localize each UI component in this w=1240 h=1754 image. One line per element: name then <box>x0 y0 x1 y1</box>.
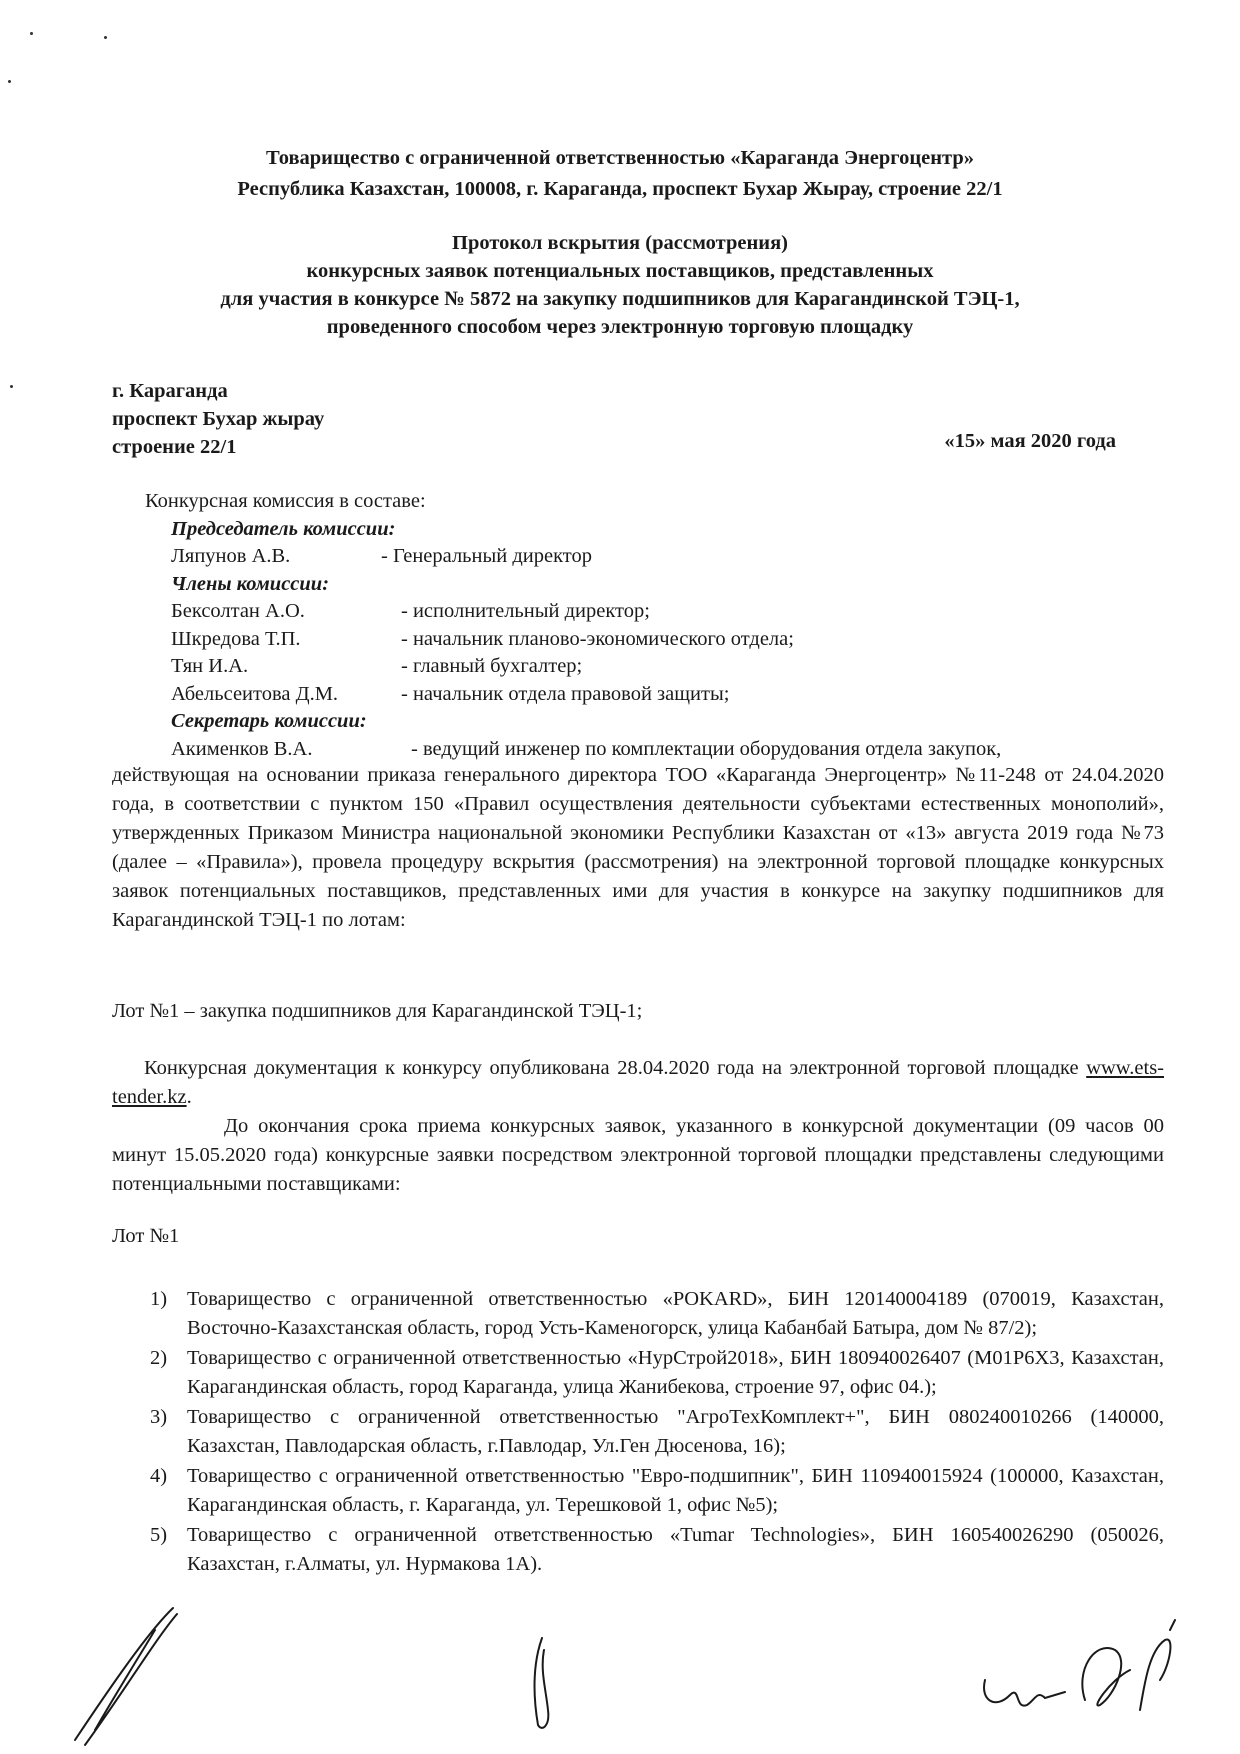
tender-site-link[interactable]: www.ets-tender.kz <box>112 1057 1164 1108</box>
member-position: - начальник планово-экономического отдела; <box>401 627 794 650</box>
member-name: Акименков В.А. <box>171 737 313 760</box>
member-name: Ляпунов А.В. <box>171 545 291 567</box>
publication-text: Конкурсная документация к конкурсу опубликована 28.04.2020 года на электронной торговой площадке <box>144 1057 1087 1079</box>
list-item <box>150 1521 1164 1579</box>
scan-speck <box>10 385 13 388</box>
protocol-title-line: для участия в конкурсе № 5872 на закупку подшипников для Карагандинской ТЭЦ-1, <box>220 288 1020 310</box>
list-number: 5) <box>150 1524 168 1546</box>
org-address: Республика Казахстан, 100008, г. Караганда, проспект Бухар Жырау, строение 22/1 <box>237 178 1003 200</box>
member-position: - Генеральный директор <box>381 545 592 567</box>
list-item <box>150 1285 1164 1343</box>
protocol-title-line: Протокол вскрытия (рассмотрения) <box>452 232 788 254</box>
scan-speck <box>30 32 33 35</box>
commission-member <box>145 653 1165 681</box>
supplier-text: Товарищество с ограниченной ответственностью «НурСтрой2018», БИН 180940026407 (M01P6X3, Казахстан, Карагандинская область, город Караганда, улица Жанибекова, строение 97, офис 04.); <box>187 1347 1164 1398</box>
chair-role: Председатель комиссии: <box>171 517 396 540</box>
supplier-text: Товарищество с ограниченной ответственностью «Tumar Technologies», БИН 160540026290 (050026, Казахстан, г.Алматы, ул. Нурмакова 1А). <box>187 1524 1164 1575</box>
member-position: - начальник отдела правовой защиты; <box>401 682 730 705</box>
members-role: Члены комиссии: <box>171 572 330 595</box>
member-name: Тян И.А. <box>171 655 249 677</box>
signature-mark <box>965 1610 1205 1730</box>
signature-mark <box>520 1630 570 1740</box>
document-header <box>100 143 1140 205</box>
protocol-date: «15» мая 2020 года <box>944 430 1116 452</box>
suppliers-list <box>150 1285 1164 1580</box>
commission-member <box>145 626 1165 654</box>
place-city: г. Караганда <box>112 380 228 402</box>
procedure-paragraph: действующая на основании приказа генерального директора ТОО «Караганда Энергоцентр» №11-248 от 24.04.2020 года, в соответствии с пунктом 150 «Правил осуществления деятельности субъектами естественных монополий», утвержденных Приказом Министра национальной экономики Республики Казахстан от «13» августа 2019 года №73 (далее – «Правила»), провела процедуру вскрытия (рассмотрения) на электронной торговой площадке конкурсных заявок потенциальных поставщиков, представленных ими для участия в конкурсе на закупку подшипников для Карагандинской ТЭЦ-1 по лотам: <box>112 764 1164 931</box>
org-name: Товарищество с ограниченной ответственностью «Караганда Энергоцентр» <box>265 147 975 169</box>
list-item <box>150 1403 1164 1461</box>
member-position: - ведущий инженер по комплектации оборудования отдела закупок, <box>411 737 1002 760</box>
commission-secretary <box>145 736 1165 764</box>
list-number: 3) <box>150 1406 168 1428</box>
member-name: Абельсеитова Д.М. <box>171 682 339 705</box>
member-position: - главный бухгалтер; <box>401 655 583 677</box>
commission-member <box>145 598 1165 626</box>
list-item <box>150 1462 1164 1520</box>
supplier-text: Товарищество с ограниченной ответственностью "АгроТехКомплект+", БИН 080240010266 (140000, Казахстан, Павлодарская область, г.Павлодар, Ул.Ген Дюсенова, 16); <box>187 1406 1164 1457</box>
protocol-title <box>100 229 1140 341</box>
supplier-text: Товарищество с ограниченной ответственностью "Евро-подшипник", БИН 110940015924 (100000, Казахстан, Карагандинская область, г. Караганда, ул. Терешковой 1, офис №5); <box>187 1465 1164 1516</box>
supplier-text: Товарищество с ограниченной ответственностью «POKARD», БИН 120140004189 (070019, Казахстан, Восточно-Казахстанская область, город Усть-Каменогорск, улица Кабанбай Батыра, дом № 87/2); <box>187 1288 1164 1339</box>
list-item <box>150 1344 1164 1402</box>
list-number: 1) <box>150 1288 168 1310</box>
member-name: Бексолтан А.О. <box>171 600 305 622</box>
publication-paragraph <box>112 1054 1164 1112</box>
list-number: 4) <box>150 1465 168 1487</box>
commission-member <box>145 543 1165 571</box>
lot-description: Лот №1 – закупка подшипников для Карагандинской ТЭЦ-1; <box>112 1000 643 1022</box>
protocol-title-line: конкурсных заявок потенциальных поставщиков, представленных <box>306 260 934 282</box>
publication-end: . <box>186 1086 192 1108</box>
commission-intro: Конкурсная комиссия в составе: <box>145 490 426 512</box>
member-position: - исполнительный директор; <box>401 600 650 622</box>
commission-member <box>145 681 1165 709</box>
place-street: проспект Бухар жырау <box>112 408 325 430</box>
scan-speck <box>104 36 107 39</box>
scan-speck <box>8 80 11 83</box>
protocol-title-line: проведенного способом через электронную торговую площадку <box>326 316 914 338</box>
list-number: 2) <box>150 1347 168 1369</box>
member-name: Шкредова Т.П. <box>171 627 301 650</box>
place-info <box>112 377 324 461</box>
secretary-role: Секретарь комиссии: <box>171 710 367 732</box>
lot-heading: Лот №1 <box>112 1225 180 1247</box>
place-building: строение 22/1 <box>112 436 237 458</box>
deadline-paragraph: До окончания срока приема конкурсных заявок, указанного в конкурсной документации (09 часов 00 минут 15.05.2020 года) конкурсные заявки посредством электронной торговой площадки представлены следующими потенциальными поставщиками: <box>112 1115 1164 1195</box>
commission-block <box>145 488 1165 763</box>
signature-mark <box>55 1600 185 1750</box>
